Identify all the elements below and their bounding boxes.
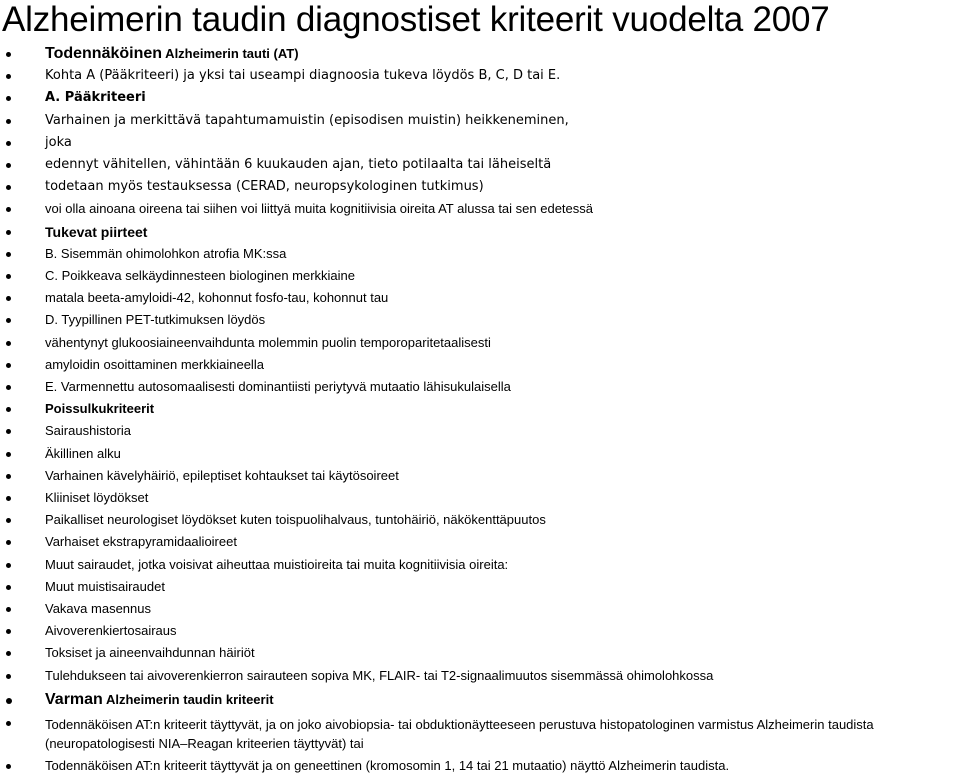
list-item: voi olla ainoana oireena tai siihen voi liittyä muita kognitiivisia oireita AT alussa tai sen edetessä [0, 198, 960, 220]
list-item-heading-exclusion: Poissulkukriteerit [0, 398, 960, 420]
list-item: matala beeta-amyloidi-42, kohonnut fosfo-tau, kohonnut tau [0, 287, 960, 309]
list-item: Varhaiset ekstrapyramidaalioireet [0, 531, 960, 553]
probable-label: Todennäköinen [45, 45, 163, 62]
list-item-heading-supporting: Tukevat piirteet [0, 221, 960, 243]
list-item: Kliiniset löydökset [0, 487, 960, 509]
list-item: Tulehdukseen tai aivoverenkierron sairauteen sopiva MK, FLAIR- tai T2-signaalimuutos sisemmässä ohimolohkossa [0, 665, 960, 687]
definite-suffix: Alzheimerin taudin kriteerit [102, 691, 274, 707]
list-item: C. Poikkeava selkäydinnesteen biologinen merkkiaine [0, 265, 960, 287]
list-item: amyloidin osoittaminen merkkiaineella [0, 354, 960, 376]
list-item: Muut muistisairaudet [0, 576, 960, 598]
list-item: E. Varmennettu autosomaalisesti dominantiisti periytyvä mutaatio lähisukulaisella [0, 376, 960, 398]
list-item: B. Sisemmän ohimolohkon atrofia MK:ssa [0, 243, 960, 265]
list-item: Muut sairaudet, jotka voisivat aiheuttaa muistioireita tai muita kognitiivisia oireita: [0, 554, 960, 576]
list-item: Paikalliset neurologiset löydökset kuten toispuolihalvaus, tuntohäiriö, näkökenttäpuutos [0, 509, 960, 531]
list-item: Kohta A (Pääkriteeri) ja yksi tai useampi diagnoosia tukeva löydös B, C, D tai E. [0, 65, 960, 87]
list-item: Varhainen ja merkittävä tapahtumamuistin (episodisen muistin) heikkeneminen, [0, 110, 960, 132]
list-item: joka [0, 132, 960, 154]
list-item-definite-ad [0, 687, 960, 713]
list-item: Aivoverenkiertosairaus [0, 620, 960, 642]
list-item: Äkillinen alku [0, 443, 960, 465]
list-item-probable-ad [0, 43, 960, 65]
list-item-heading-a: A. Pääkriteeri [0, 87, 960, 109]
list-item: edennyt vähitellen, vähintään 6 kuukauden ajan, tieto potilaalta tai läheiseltä [0, 154, 960, 176]
list-item: Sairaushistoria [0, 420, 960, 442]
list-item: vähentynyt glukoosiaineenvaihdunta molemmin puolin temporoparitetaalisesti [0, 332, 960, 354]
criteria-list [0, 43, 960, 777]
definite-label: Varman [45, 690, 103, 708]
list-item: todetaan myös testauksessa (CERAD, neuropsykologinen tutkimus) [0, 176, 960, 198]
list-item: D. Tyypillinen PET-tutkimuksen löydös [0, 309, 960, 331]
list-item: Todennäköisen AT:n kriteerit täyttyvät ja on geneettinen (kromosomin 1, 14 tai 21 mutaatio) näyttö Alzheimerin taudista. [0, 755, 960, 777]
probable-suffix: Alzheimerin tauti (AT) [162, 46, 299, 61]
list-item: Vakava masennus [0, 598, 960, 620]
list-item: Varhainen kävelyhäiriö, epileptiset kohtaukset tai käytösoireet [0, 465, 960, 487]
list-item: Toksiset ja aineenvaihdunnan häiriöt [0, 642, 960, 664]
list-item: Todennäköisen AT:n kriteerit täyttyvät, ja on joko aivobiopsia- tai obduktionäytteeseen perustuva histopatologinen varmistus Alzheimerin taudista (neuropatologisesti NIA–Reagan kriteerien täyttyvät) tai [0, 713, 960, 755]
page-title: Alzheimerin taudin diagnostiset kriteerit vuodelta 2007 [2, 0, 830, 39]
